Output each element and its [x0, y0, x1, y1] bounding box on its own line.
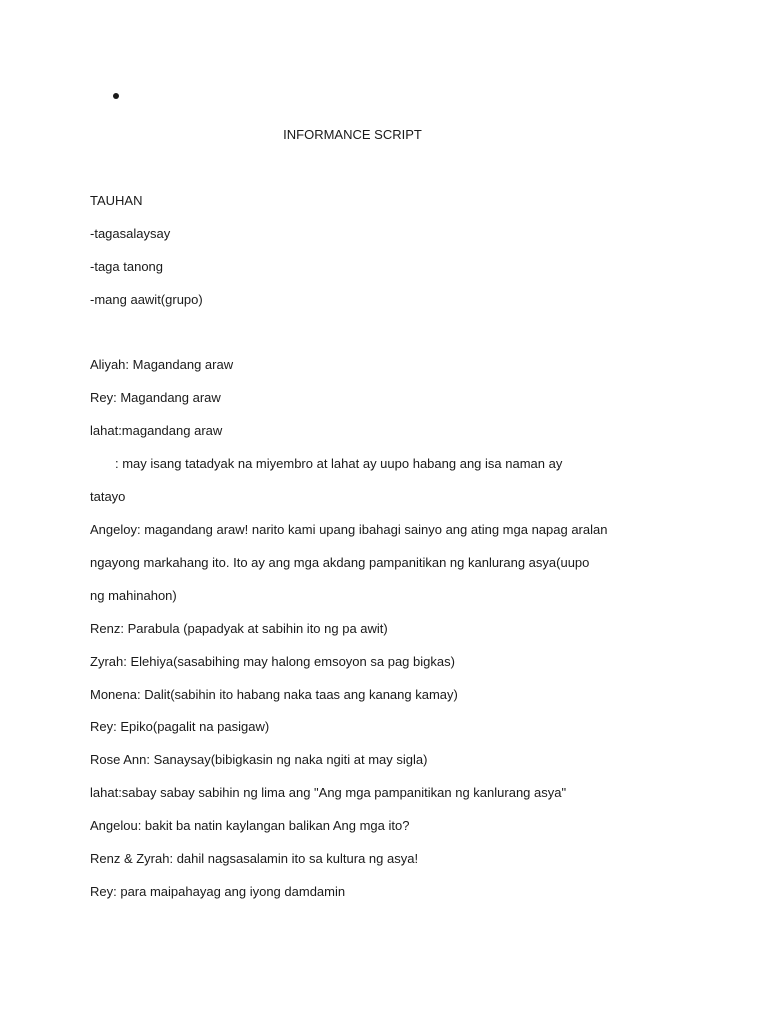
- cast-item: -taga tanong: [90, 259, 164, 274]
- stage-direction: : may isang tatadyak na miyembro at lahat ay uupo habang ang isa naman ay: [115, 456, 563, 471]
- cast-heading: TAUHAN: [90, 193, 143, 208]
- script-line: ngayong markahang ito. Ito ay ang mga akdang pampanitikan ng kanlurang asya(uupo: [90, 555, 590, 570]
- script-line: Renz & Zyrah: dahil nagsasalamin ito sa kultura ng asya!: [90, 851, 419, 866]
- script-line: Monena: Dalit(sabihin ito habang naka taas ang kanang kamay): [90, 687, 458, 702]
- script-line: lahat:sabay sabay sabihin ng lima ang "Ang mga pampanitikan ng kanlurang asya": [90, 785, 567, 800]
- script-line: Renz: Parabula (papadyak at sabihin ito ng pa awit): [90, 621, 388, 636]
- stage-direction: tatayo: [90, 489, 126, 504]
- bullet-point: [113, 93, 119, 99]
- script-line: Rey: Epiko(pagalit na pasigaw): [90, 719, 270, 734]
- cast-item: -tagasalaysay: [90, 226, 171, 241]
- script-line: lahat:magandang araw: [90, 423, 223, 438]
- script-line: Rose Ann: Sanaysay(bibigkasin ng naka ngiti at may sigla): [90, 752, 428, 767]
- script-line: Rey: para maipahayag ang iyong damdamin: [90, 884, 346, 899]
- script-line: Aliyah: Magandang araw: [90, 357, 234, 372]
- script-line: ng mahinahon): [90, 588, 177, 603]
- script-line: Angelou: bakit ba natin kaylangan balikan Ang mga ito?: [90, 818, 410, 833]
- cast-item: -mang aawit(grupo): [90, 292, 203, 307]
- script-line: Angeloy: magandang araw! narito kami upang ibahagi sainyo ang ating mga napag aralan: [90, 522, 608, 537]
- script-line: Zyrah: Elehiya(sasabihing may halong emsoyon sa pag bigkas): [90, 654, 455, 669]
- document-title: INFORMANCE SCRIPT: [283, 127, 422, 142]
- script-line: Rey: Magandang araw: [90, 390, 221, 405]
